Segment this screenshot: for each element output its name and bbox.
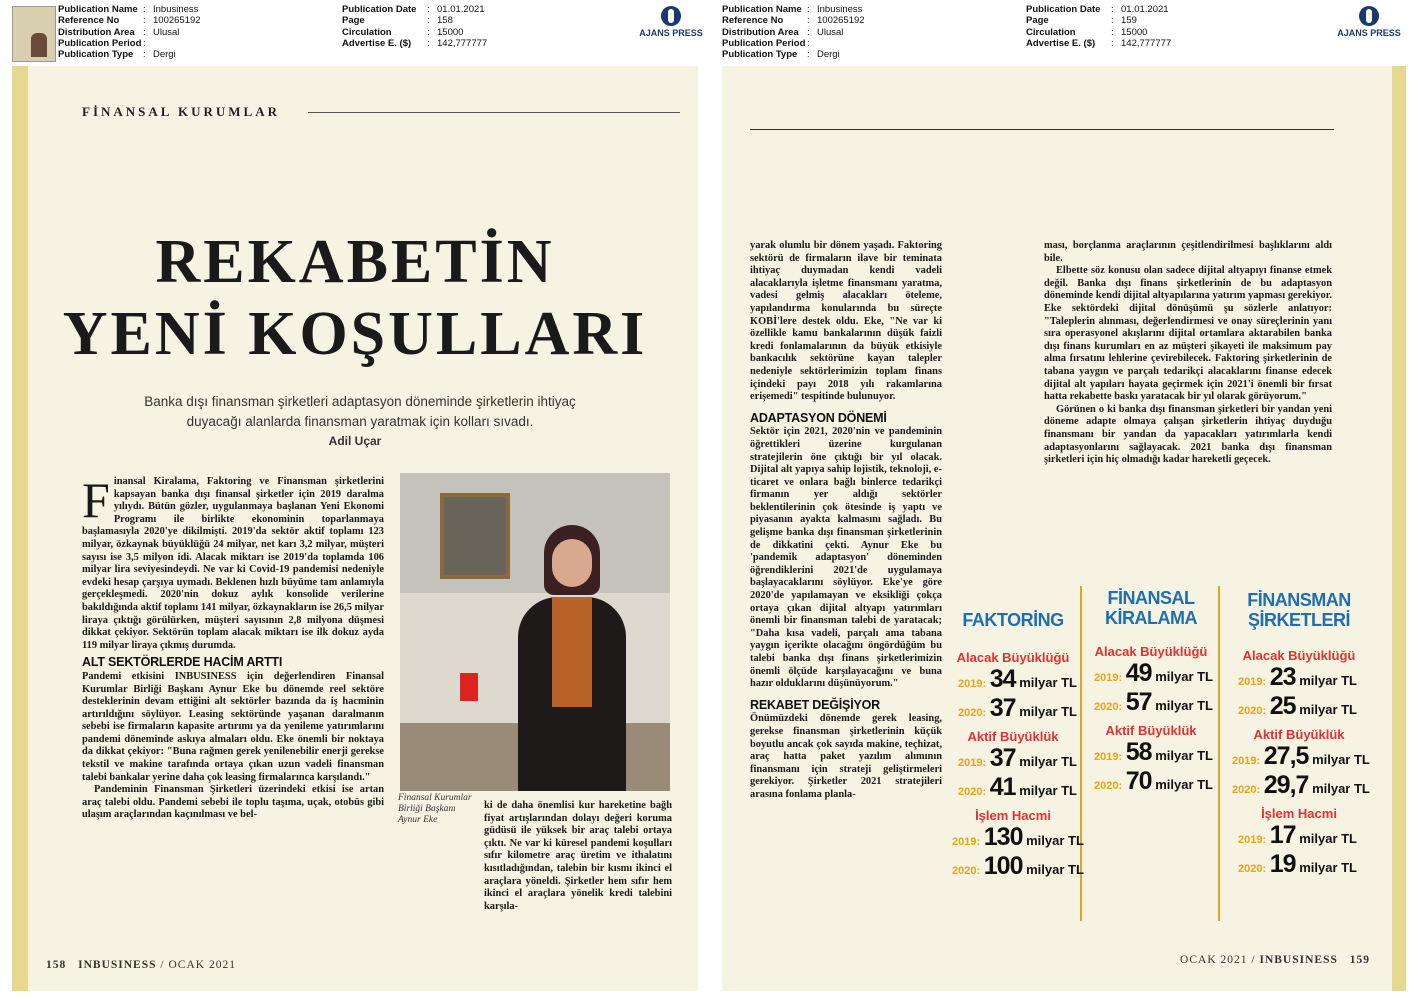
stat-row: 2020: 57 milyar TL — [1094, 688, 1213, 716]
stat-row: 2020: 37 milyar TL — [958, 694, 1077, 722]
stat-row: 2020: 25 milyar TL — [1238, 692, 1357, 720]
stat-row: 2019: 130 milyar TL — [952, 823, 1084, 851]
stat-row: 2019: 17 milyar TL — [1238, 821, 1357, 849]
photo-flag — [460, 673, 478, 701]
stat-row: 2019: 23 milyar TL — [1238, 663, 1357, 691]
stat-row: 2019: 49 milyar TL — [1094, 659, 1213, 687]
stats-finansman-sirketleri: FİNANSMAN ŞİRKETLERİ Alacak Büyüklüğü 2019: 23 milyar TL 2020: 25 milyar TL Aktif Büyüklük 2019: 27,5 milyar TL 2020: 29,7 milyar TL İşlem Hacmi 2019: 17 milyar TL 2020: 19 milyar TL — [1224, 590, 1374, 879]
stat-row: 2019: 58 milyar TL — [1094, 738, 1213, 766]
subhead-adaptasyon: ADAPTASYON DÖNEMİ — [750, 410, 887, 425]
stats-title: FİNANSAL KİRALAMA — [1105, 588, 1197, 628]
photo-person — [504, 525, 640, 791]
right-column-2: ması, borçlanma araçlarının çeşitlendirilmesi başlıklarını aldı bile. Elbette söz konusu olan sadece dijital altyapıyı finanse etmek değil. Banka dışı finans şirketlerinin de bu adaptasyon döneminde kendi dijital altyapılarına yatırım yapması gerekiyor. Eke sektördeki dijital dönüşümü şu sözlerle anlatıyor: "Taleplerin alınması, değerlendirmesi ve onay süreçlerinin yanı sıra operasyonel akışlarını dijital ortamlara aktarabilen banka dışı finans kurumları en az müşteri şikayeti ile maksimum pay alma fırsatını lehlerine çevirebilecek. Faktoring şirketlerinin de tabana yaygın ve parçalı tedarikçi alacaklarını finanse edecek dijital alt yapıları hayata geçirmek için 2021'i önemli bir fırsat hatta rekabette baskı yaratacak bir yıl olarak görüyorum." Görünen o ki banka dışı finansman şirketleri bir yandan yeni döneme adapte olmaya çalışan şirketlerin ihtiyaç duyduğu finansmanı bir yandan da yapacakları yatırımlarla kendi adaptasyonlarını sağlayacak. 2021 banka dışı finansman şirketleri için hiç olmadığı kadar hareketli geçecek. — [1044, 240, 1332, 466]
article-lead: Banka dışı finansman şirketleri adaptasyon döneminde şirketlerin ihtiyaç duyacağı alanlarda finansman yaratmak için kolları sıvadı. — [144, 394, 576, 429]
ajans-press-logo-icon — [661, 6, 681, 26]
subhead-alt-sektorler: ALT SEKTÖRLERDE HACİM ARTTI — [82, 655, 283, 670]
portrait-photo — [400, 473, 670, 791]
left-metadata-header: Publication Name : Inbusiness Reference No : 100265192 Distribution Area : Ulusal Publication Period : Publication Type : Dergi Publication Date : 01.01.2021 Page : 158 Circulation : 15000 Advertise E. ($) : 142,777777 — [58, 4, 488, 61]
stat-row: 2020: 29,7 milyar TL — [1232, 771, 1370, 799]
author-name: Adil Uçar — [328, 434, 382, 448]
page-footer-left: 158 INBUSINESS / OCAK 2021 — [46, 959, 236, 971]
intro-column: F inansal Kiralama, Faktoring ve Finansman şirketlerini kapsayan banka dışı finansal şirketler için 2019 daralma yılıydı. Bütün gözler, uygulanmaya başlanan Yeni Ekonomi Programı ile birlikte ekonominin toparlanmaya başlamasıyla 2020'ye dikilmişti. 2019'da sektör aktif toplamı 123 milyar, özkaynak büyüklüğü 24 milyar, net karı 3,2 milyar, müşteri sayısı ise 3,5 milyon idi. Alacak miktarı ise 2019'da toplamda 106 milyar lira seviyesindeydi. Ne var ki Covid-19 pandemisi nedeniyle evdeki hesap çarşıya uymadı. Beklenen hızlı büyüme tam anlamıyla gerçekleşmedi. 2020'nin dokuz aylık konsolide verilerine bakıldığında aktif toplamı 141 milyar, özkaynakların ise 26,5 milyar liraya çıktığı görülürken, müşteri sayısının 2,8 milyona düşmesi dikkat çekiyor. Sektörün toplam alacak miktarı ise ilk dokuz ayda 119 milyar liraya çıkmış durumda. ALT SEKTÖRLERDE HACİM ARTTI Pandemi etkisini INBUSINESS için değerlendiren Finansal Kurumlar Birliği Başkanı Aynur Eke bu dönemde reel sektöre desteklerinin devam ettiğini alt sektörler bazında da iş hacminin artırıldığını söylüyor. Leasing sektöründe yaşanan daralmanın sebebi ise firmaların kapasite artırımı ya da yenileme yatırımlarını pandemi döneminde askıya almaları oldu. Eke önemli bir noktaya da dikkat çekiyor: "Buna rağmen gerek yenilenebilir enerji gerekse tekstil ve makine tarafında ortaya çıkan uzun vadeli finansman talebi bankalar yerine daha çok leasing firmalarınca karşılandı." Pandeminin Finansman Şirketleri üzerindeki etkisi ise artan araç talebi oldu. Pandemi sebebi ile toplu taşıma, uçak, otobüs gibi ulaşım araçlarından kaçınılması ve bel- — [82, 472, 384, 821]
stats-finansal-kiralama: FİNANSAL KİRALAMA Alacak Büyüklüğü 2019: 49 milyar TL 2020: 57 milyar TL Aktif Büyüklük 2019: 58 milyar TL 2020: 70 milyar TL — [1086, 588, 1216, 796]
publication-thumbnail — [12, 6, 56, 62]
right-metadata-header: Publication Name : Inbusiness Reference No : 100265192 Distribution Area : Ulusal Publication Period : Publication Type : Dergi Publication Date : 01.01.2021 Page : 159 Circulation : 15000 Advertise E. ($) : 142,777777 — [722, 4, 1172, 61]
stats-divider-2 — [1218, 586, 1220, 921]
stats-faktoring: FAKTORİNG Alacak Büyüklüğü 2019: 34 milyar TL 2020: 37 milyar TL Aktif Büyüklük 2019: 37 milyar TL 2020: 41 milyar TL İşlem Hacmi 2019: 130 milyar TL 2020: 100 milyar TL — [948, 606, 1078, 881]
right-column-1: yarak olumlu bir dönem yaşadı. Faktoring sektörü de firmaların ilave bir teminata ihtiyaç duymadan kendi vadeli alacaklarıyla işletme finansmanı yaratma, vadesi gelmiş alacakları öteleme, yapılandırma konularında bu süreçte KOBİ'lere destek oldu. Eke, "Ne var ki özellikle kamu bankalarının düşük faizli kredi fonlamalarının da büyük etkisiyle bankacılık sektörüne kayan talepler nedeniyle sektörlerimizin toplam finans içindeki payı 2018 yılı rakamlarına erişemedi" tespitinde bulunuyor. ADAPTASYON DÖNEMİ Sektör için 2021, 2020'nin ve pandeminin öğrettikleri üzerine kurgulanan stratejilerin öne çıktığı bir yıl olacak. Dijital alt yapıya sahip lojistik, teknoloji, e-ticaret ve onlara bağlı binlerce tedarikçi firmanın yer aldığı sektörler beklentilerinin çok ötesinde iş yaptı ve piyasanın ayakta kalmasını sağladı. Bu gelişme banka dışı finansman şirketlerinin de dikkatini çekti. Aynur Eke bu 'pandemik adaptasyon' döneminden öğrendiklerini 2021'de uygulamaya başlayacaklarını söylüyor. Eke'ye göre 2020'de yapılamayan ve eksikliği çokça ortaya çıkan dijital altyapı yatırımları önemli bir finansman talebi de yaratacak; "Daha kısa vadeli, parçalı ama tabana yaygın içerikte olacağını öngördüğüm bu talebi banka dışı finans şirketlerimizin önemli ölçüde karşılayacağını ve buna hazır olduklarını düşünüyorum." REKABET DEĞİŞİYOR Önümüzdeki dönemde gerek leasing, gerekse finansman şirketlerinin küçük boyutlu ancak çok sayıda makine, teçhizat, araç hatta paket yazılım alımının finansmanı için strateji geliştirmeleri gerekiyor. Şirketler 2021 stratejileri arasına fonlama planla- — [750, 240, 942, 800]
stat-row: 2019: 27,5 milyar TL — [1232, 742, 1370, 770]
second-column: ki de daha önemlisi kur hareketine bağlı fiyat artışlarından dolayı değeri koruma güdüsü ile yüksek bir araç talebi ortaya çıktı. Ne var ki küresel pandemi koşulları sıfır kilometre araç üretim ve ithalatını kısıtladığından, talebin bir kısmı ikinci el araçlara yöneldi. Şirketler hem sıfır hem ikinci el araçlara yönelik kredi talebini karşıla- — [484, 800, 672, 912]
page-footer-right: OCAK 2021 / INBUSINESS 159 — [1180, 954, 1370, 966]
left-magazine-page — [12, 66, 698, 991]
page-edge-strip — [12, 66, 28, 991]
right-magazine-page — [722, 66, 1406, 991]
stats-title: FAKTORİNG — [962, 610, 1064, 630]
page-edge-strip — [1392, 66, 1406, 991]
dropcap: F — [82, 472, 110, 528]
article-title: REKABETİN YENİ KOŞULLARI — [62, 228, 648, 368]
photo-caption: Finansal Kurumlar Birliği Başkanı Aynur Eke — [398, 793, 472, 825]
stats-title: FİNANSMAN ŞİRKETLERİ — [1247, 590, 1351, 630]
ajans-press-logo-icon — [1359, 6, 1379, 26]
stat-row: 2020: 100 milyar TL — [952, 852, 1084, 880]
ajans-press-logo-right: AJANS PRESS — [1334, 6, 1404, 38]
stat-row: 2020: 19 milyar TL — [1238, 850, 1357, 878]
section-rule — [308, 112, 680, 113]
stat-row: 2020: 70 milyar TL — [1094, 767, 1213, 795]
photo-frame — [440, 493, 510, 579]
ajans-press-logo: AJANS PRESS — [636, 6, 706, 38]
stat-row: 2019: 34 milyar TL — [958, 665, 1077, 693]
section-label: FİNANSAL KURUMLAR — [82, 104, 280, 119]
stat-row: 2019: 37 milyar TL — [958, 744, 1077, 772]
subhead-rekabet: REKABET DEĞİŞİYOR — [750, 697, 880, 712]
top-rule — [750, 129, 1334, 130]
stat-row: 2020: 41 milyar TL — [958, 773, 1077, 801]
